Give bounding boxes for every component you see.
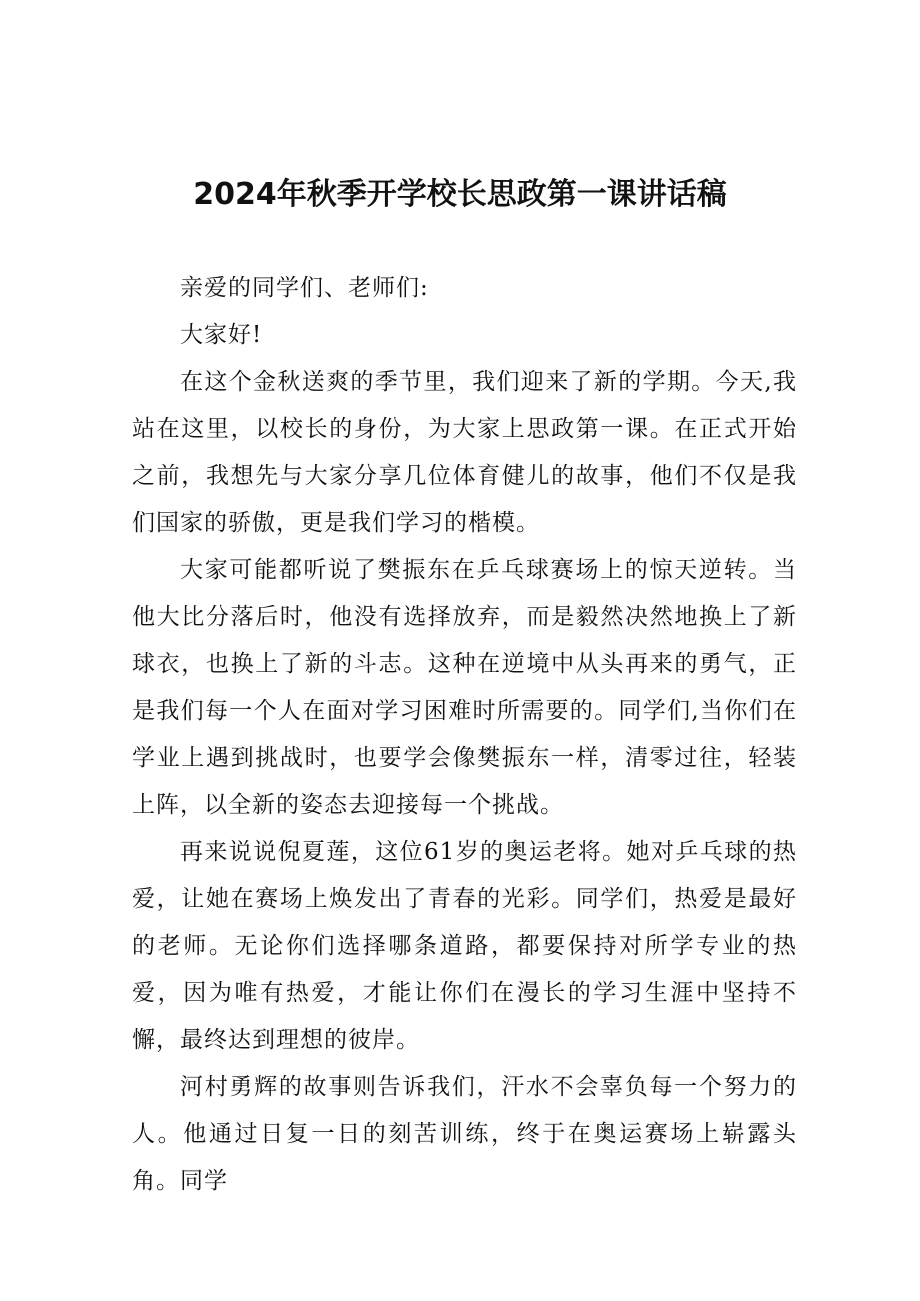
paragraph-3: 再来说说倪夏莲，这位61岁的奥运老将。她对乒乓球的热爱，让她在赛场上焕发出了青春的光彩。同学们，热爱是最好的老师。无论你们选择哪条道路，都要保持对所学专业的热爱，因为唯有热爱，才能让你们在漫长的学习生涯中坚持不懈，最终达到理想的彼岸。 [132, 839, 797, 1053]
document-title: 2024年秋季开学校长思政第一课讲话稿 [193, 177, 727, 212]
greeting: 大家好! [180, 322, 263, 348]
paragraph-1: 在这个金秋送爽的季节里，我们迎来了新的学期。今天,我站在这里，以校长的身份，为大家上思政第一课。在正式开始之前，我想先与大家分享几位体育健儿的故事，他们不仅是我们国家的骄傲，更是我们学习的楷模。 [132, 369, 797, 536]
paragraph-4: 河村勇辉的故事则告诉我们，汗水不会辜负每一个努力的人。他通过日复一日的刻苦训练，终于在奥运赛场上崭露头角。同学 [132, 1074, 797, 1194]
paragraph-2: 大家可能都听说了樊振东在乒乓球赛场上的惊天逆转。当他大比分落后时，他没有选择放弃，而是毅然决然地换上了新球衣，也换上了新的斗志。这种在逆境中从头再来的勇气，正是我们每一个人在面对学习困难时所需要的。同学们,当你们在学业上遇到挑战时，也要学会像樊振东一样，清零过往，轻装上阵，以全新的姿态去迎接每一个挑战。 [132, 557, 797, 818]
salutation: 亲爱的同学们、老师们: [180, 275, 429, 301]
document-body [132, 265, 797, 1205]
